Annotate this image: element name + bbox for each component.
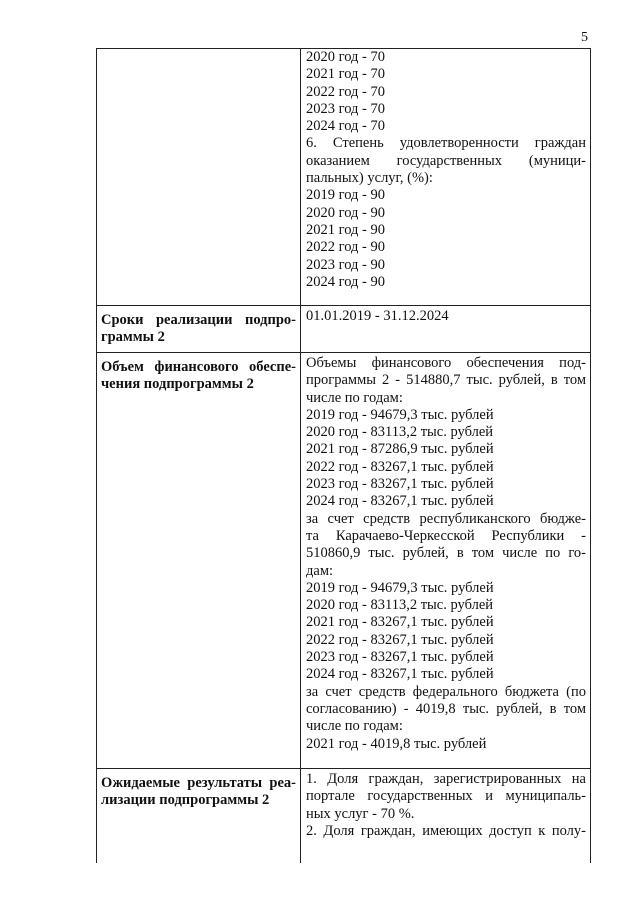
row-content-line: 2. Доля граждан, имеющих доступ к полу- — [306, 822, 586, 839]
row-content-line: 2024 год - 83267,1 тыс. рублей — [306, 493, 494, 510]
row-content-line: 510860,9 тыс. рублей, в том числе по го- — [306, 545, 586, 562]
row-content-line: 1. Доля граждан, зарегистрированных на — [306, 771, 586, 787]
row-content-line: согласованию) - 4019,8 тыс. рублей, в том — [306, 700, 586, 717]
row-label-expected-results — [97, 769, 301, 864]
row-content-line: дам: — [306, 562, 334, 579]
row-label-line: Объем финансового обеспе- — [101, 359, 296, 375]
row-content-line: 2022 год - 83267,1 тыс. рублей — [306, 631, 494, 648]
row-content-line: 2019 год - 94679,3 тыс. рублей — [306, 406, 494, 423]
row-content-line: числе по годам: — [306, 718, 403, 735]
row-content-line: 6. Степень удовлетворенности граждан — [306, 135, 586, 152]
row-content-line: 2021 год - 4019,8 тыс. рублей — [306, 735, 487, 752]
row-content-line: портале государственных и муниципаль- — [306, 788, 586, 805]
row-content-line: 2020 год - 83113,2 тыс. рублей — [306, 597, 494, 614]
row-label-line: Ожидаемые результаты реа- — [101, 775, 296, 791]
row-content-line: та Карачаево-Черкесской Республики - — [306, 527, 586, 544]
row-label-line: Сроки реализации подпро- — [101, 312, 296, 328]
row-content-line: за счет средств республиканского бюдже- — [306, 510, 586, 527]
row-content-expected-results — [301, 769, 591, 864]
table-row-indicators — [97, 49, 591, 306]
row-content-line: 2021 год - 83267,1 тыс. рублей — [306, 614, 494, 631]
row-content-line: 2020 год - 70 — [306, 49, 385, 65]
row-content-line: числе по годам: — [306, 389, 403, 406]
row-content-line: 2019 год - 90 — [306, 187, 385, 204]
row-content-line: 2023 год - 83267,1 тыс. рублей — [306, 476, 494, 493]
row-content-line: 2019 год - 94679,3 тыс. рублей — [306, 579, 494, 596]
row-content-line: 2024 год - 90 — [306, 273, 385, 290]
row-content-line: программы 2 - 514880,7 тыс. рублей, в том — [306, 372, 586, 389]
row-label-line: граммы 2 — [101, 329, 165, 346]
row-label-line: чения подпрограммы 2 — [101, 376, 254, 393]
row-content-indicators — [301, 49, 591, 306]
row-content-line: оказанием государственных (муници- — [306, 152, 586, 169]
row-content-line: 2022 год - 83267,1 тыс. рублей — [306, 458, 494, 475]
row-content-line: 2020 год - 83113,2 тыс. рублей — [306, 424, 494, 441]
row-content-terms — [301, 306, 591, 353]
row-content-line: 2023 год - 70 — [306, 100, 385, 117]
row-content-line: пальных) услуг, (%): — [306, 170, 433, 187]
page-number: 5 — [581, 30, 588, 45]
row-content-financing — [301, 353, 591, 769]
row-content-line: 2021 год - 87286,9 тыс. рублей — [306, 441, 494, 458]
row-content-line: 2024 год - 70 — [306, 118, 385, 135]
row-content-line: 2021 год - 90 — [306, 221, 385, 238]
table-row-expected-results — [97, 769, 591, 864]
row-label-line: лизации подпрограммы 2 — [101, 792, 270, 809]
row-label-financing — [97, 353, 301, 769]
row-content-line: Объемы финансового обеспечения под- — [306, 355, 586, 371]
row-label-empty — [97, 49, 301, 306]
row-content-line: ных услуг - 70 %. — [306, 805, 415, 822]
row-label-terms — [97, 306, 301, 353]
row-content-line: 2020 год - 90 — [306, 204, 385, 221]
table-row-terms — [97, 306, 591, 353]
row-content-line: 2021 год - 70 — [306, 66, 385, 83]
table-row-financing — [97, 353, 591, 769]
row-content-line: 2022 год - 70 — [306, 83, 385, 100]
row-content-line: 2022 год - 90 — [306, 239, 385, 256]
subprogram-passport-table — [96, 48, 591, 863]
row-content-line: за счет средств федерального бюджета (по — [306, 683, 586, 700]
row-content-line: 2024 год - 83267,1 тыс. рублей — [306, 666, 494, 683]
row-content-line: 2023 год - 83267,1 тыс. рублей — [306, 649, 494, 666]
row-content-line: 01.01.2019 - 31.12.2024 — [306, 308, 449, 324]
row-content-line: 2023 год - 90 — [306, 256, 385, 273]
